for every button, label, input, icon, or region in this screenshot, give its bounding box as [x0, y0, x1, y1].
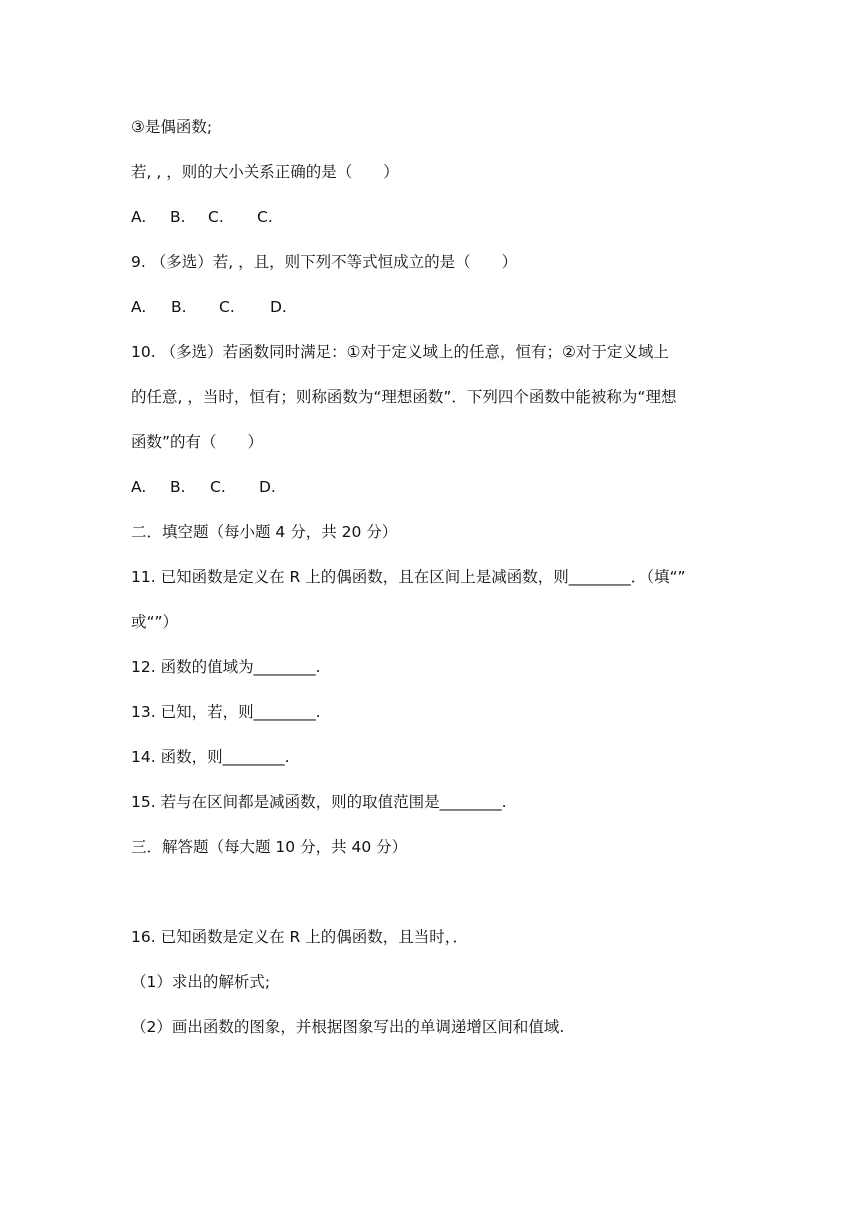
- q8-option-c: C.: [208, 208, 224, 226]
- q8-option-d: C.: [257, 208, 273, 226]
- section-3-heading: 三．解答题（每大题 10 分，共 40 分）: [131, 838, 408, 856]
- q11-line1: 11. 已知函数是定义在 R 上的偶函数，且在区间上是减函数，则________．（填“”: [131, 568, 686, 586]
- q9-option-d: D.: [270, 298, 287, 316]
- q10-option-d: D.: [259, 478, 276, 496]
- q16-part-1: （1）求出的解析式;: [131, 973, 271, 991]
- q9-option-c: C.: [219, 298, 235, 316]
- q8-option-a: A.: [131, 208, 147, 226]
- q9-stem: 9. （多选）若, ，且，则下列不等式恒成立的是（ ）: [131, 253, 518, 271]
- q8-option-b: B.: [170, 208, 186, 226]
- q11-line2: 或“”）: [131, 613, 179, 631]
- q10-stem-line2: 的任意, ，当时，恒有；则称函数为“理想函数”．下列四个函数中能被称为“理想: [131, 388, 677, 406]
- q15: 15. 若与在区间都是减函数，则的取值范围是________.: [131, 793, 507, 811]
- q9-option-a: A.: [131, 298, 147, 316]
- q10-options: [131, 477, 276, 497]
- q14: 14. 函数，则________.: [131, 748, 290, 766]
- q9-option-b: B.: [171, 298, 187, 316]
- q9-options: [131, 297, 287, 317]
- q10-stem-line1: 10. （多选）若函数同时满足：①对于定义域上的任意，恒有；②对于定义域上: [131, 343, 669, 361]
- q16-part-2: （2）画出函数的图象，并根据图象写出的单调递增区间和值域.: [131, 1018, 565, 1036]
- section-2-heading: 二．填空题（每小题 4 分，共 20 分）: [131, 523, 398, 541]
- q10-stem-line3: 函数”的有（ ）: [131, 433, 264, 451]
- q8-stem: 若, , ，则的大小关系正确的是（ ）: [131, 163, 399, 181]
- q10-option-b: B.: [170, 478, 186, 496]
- q10-option-a: A.: [131, 478, 147, 496]
- q12: 12. 函数的值域为________.: [131, 658, 321, 676]
- q8-options: [131, 207, 273, 227]
- q7-condition-3: ③是偶函数;: [131, 118, 213, 136]
- q10-option-c: C.: [210, 478, 226, 496]
- q13: 13. 已知，若，则________.: [131, 703, 321, 721]
- q16-stem: 16. 已知函数是定义在 R 上的偶函数，且当时，．: [131, 928, 468, 946]
